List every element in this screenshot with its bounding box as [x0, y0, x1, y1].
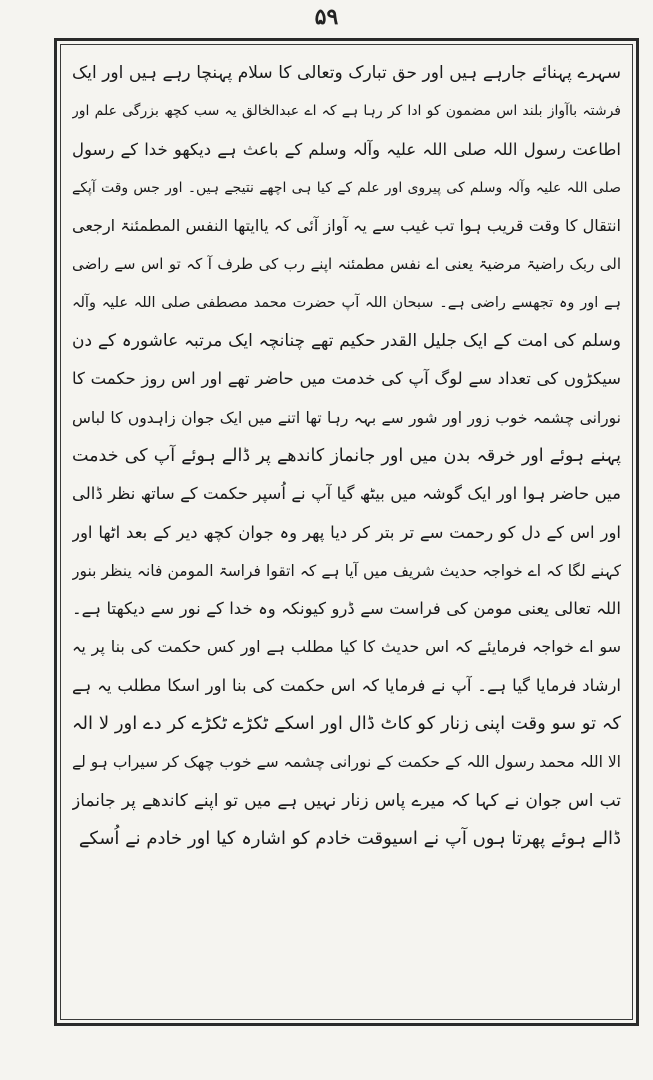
text-line-13: اور اس کے دل کو رحمت سے تر بتر کر دیا پھر وہ جوان کچھ دیر کے بعد اٹھا اور	[72, 522, 621, 542]
text-line-2: فرشتہ باآواز بلند اس مضمون کو ادا کر رہا ہے کہ اے عبدالخالق یہ سب کچھ بزرگی علم اور	[72, 103, 621, 120]
text-line-5: انتقال کا وقت قریب ہوا تب غیب سے یہ آواز آئی کہ یاایتھا النفس المطمئنۃ ارجعی	[72, 216, 621, 236]
text-line-9: سیکڑوں کی تعداد سے لوگ آپ کی خدمت میں حاضر تھے اور اس روز حکمت کا	[72, 369, 621, 389]
text-line-8: وسلم کی امت کے ایک جلیل القدر حکیم تھے چنانچہ ایک مرتبہ عاشورہ کے دن	[72, 331, 621, 352]
text-line-4: صلی اللہ علیہ وآلہ وسلم کی پیروی اور علم کے کیا ہی اچھے نتیجے ہیں۔ اور جس وقت آپکے	[72, 179, 621, 196]
text-line-17: ارشاد فرمایا گیا ہے۔ آپ نے فرمایا کہ اس حکمت کی بنا اور اسکا مطلب یہ ہے	[72, 675, 621, 695]
text-line-19: الا اللہ محمد رسول اللہ کے حکمت کے نورانی چشمہ سے خوب چھک کر سیراب ہو لے	[72, 753, 621, 772]
text-line-6: الی ربک راضیۃ مرضیۃ یعنی اے نفس مطمئنہ اپنے رب کی طرف آ کہ تو اس سے راضی	[72, 255, 621, 274]
text-line-15: اللہ تعالی یعنی مومن کی فراست سے ڈرو کیونکہ وہ خدا کے نور سے دیکھتا ہے۔	[72, 599, 621, 619]
text-line-16: سو اے خواجہ فرمایئے کہ اس حدیث کا کیا مطلب ہے اور کس حکمت کی بنا پر یہ	[72, 637, 621, 657]
text-line-1: سہرے پہنائے جارہے ہیں اور حق تبارک وتعالی کا سلام پہنچا رہے ہیں اور ایک	[72, 63, 621, 83]
text-line-18: کہ تو سو وقت اپنی زنار کو کاٹ ڈال اور اسکے ٹکڑے ٹکڑے کر دے اور لا الہ	[72, 713, 621, 735]
text-line-3: اطاعت رسول اللہ صلی اللہ علیہ وآلہ وسلم کے باعث ہے دیکھو خدا کے رسول	[72, 139, 621, 159]
text-line-10: نورانی چشمہ خوب زور اور شور سے بہہ رہا تھا اتنے میں ایک جوان زاہدوں کا لباس	[72, 408, 621, 427]
text-line-14: کہنے لگا کہ اے خواجہ حدیث شریف میں آیا ہے کہ اتقوا فراسۃ المومن فانہ ینظر بنور	[72, 561, 621, 580]
text-line-12: میں حاضر ہوا اور ایک گوشہ میں بیٹھ گیا آپ نے اُسپر حکمت کے ساتھ نظر ڈالی	[72, 484, 621, 504]
body-text	[72, 54, 621, 1014]
text-line-11: پہنے ہوئے اور خرقہ بدن میں اور جانماز کاندھے پر ڈالے ہوئے آپ کی خدمت	[72, 445, 621, 466]
page-number: ۵۹	[314, 4, 339, 30]
text-line-7: ہے اور وہ تجھسے راضی ہے۔ سبحان اللہ آپ حضرت محمد مصطفی صلی اللہ علیہ وآلہ	[72, 294, 621, 311]
text-line-20: تب اس جوان نے کہا کہ میرے پاس زنار نہیں ہے میں تو اپنے کاندھے پر جانماز	[72, 790, 621, 811]
text-line-21: ڈالے ہوئے پھرتا ہوں آپ نے اسیوقت خادم کو اشارہ کیا اور خادم نے اُسکے	[78, 827, 621, 849]
